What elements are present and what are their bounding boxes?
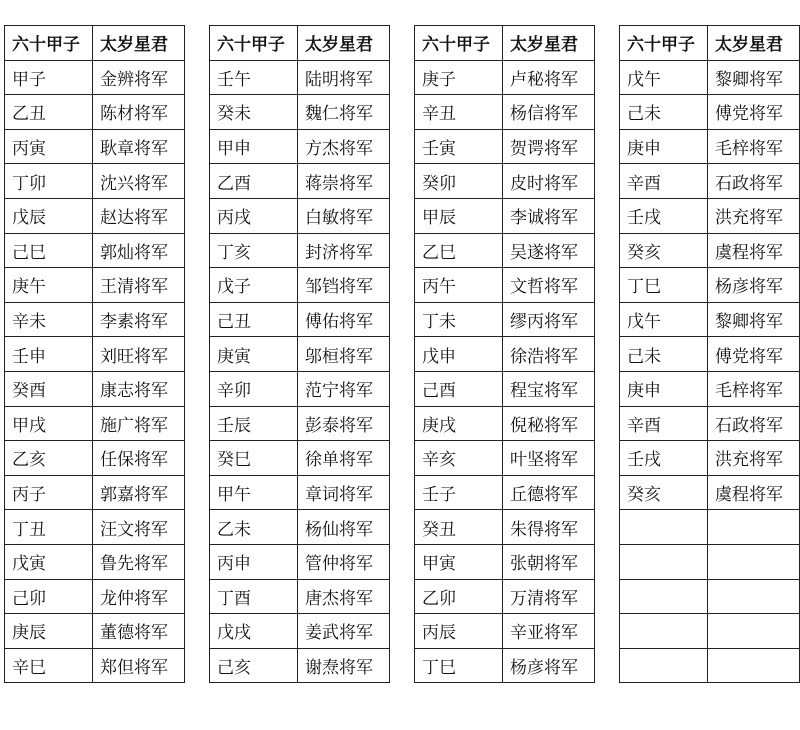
ganzhi-cell (620, 648, 708, 683)
general-cell: 洪充将军 (708, 441, 800, 476)
header-row (210, 26, 390, 61)
header-ganzhi: 六十甲子 (5, 26, 93, 61)
ganzhi-cell: 壬辰 (210, 406, 298, 441)
ganzhi-cell: 甲戌 (5, 406, 93, 441)
table-row (5, 60, 185, 95)
table-row (5, 475, 185, 510)
general-cell: 虞程将军 (708, 233, 800, 268)
general-cell: 石政将军 (708, 164, 800, 199)
table-row (620, 371, 800, 406)
ganzhi-cell: 壬子 (415, 475, 503, 510)
table-row (5, 302, 185, 337)
table-row (5, 441, 185, 476)
general-cell: 黎卿将军 (708, 60, 800, 95)
header-general: 太岁星君 (503, 26, 595, 61)
general-cell: 鲁先将军 (93, 544, 185, 579)
table-row (415, 614, 595, 649)
table-row (210, 198, 390, 233)
ganzhi-cell: 丙午 (415, 268, 503, 303)
table-row (210, 268, 390, 303)
general-cell: 傅佑将军 (298, 302, 390, 337)
ganzhi-cell: 壬戌 (620, 198, 708, 233)
table-row (210, 614, 390, 649)
table-row (415, 198, 595, 233)
ganzhi-cell: 辛酉 (620, 406, 708, 441)
general-cell: 傅党将军 (708, 95, 800, 130)
general-cell: 管仲将军 (298, 544, 390, 579)
general-cell: 白敏将军 (298, 198, 390, 233)
taisui-table-2 (209, 25, 390, 683)
general-cell: 唐杰将军 (298, 579, 390, 614)
header-ganzhi: 六十甲子 (415, 26, 503, 61)
header-general: 太岁星君 (708, 26, 800, 61)
table-row (210, 510, 390, 545)
ganzhi-cell: 乙酉 (210, 164, 298, 199)
table-row (620, 337, 800, 372)
ganzhi-cell: 庚午 (5, 268, 93, 303)
table-row (620, 406, 800, 441)
ganzhi-cell: 癸巳 (210, 441, 298, 476)
ganzhi-cell: 辛未 (5, 302, 93, 337)
table-row (620, 510, 800, 545)
table-row (5, 164, 185, 199)
ganzhi-cell: 戊寅 (5, 544, 93, 579)
table-row (620, 164, 800, 199)
table-row (415, 268, 595, 303)
table-row (415, 510, 595, 545)
general-cell: 毛梓将军 (708, 371, 800, 406)
general-cell: 黎卿将军 (708, 302, 800, 337)
table-row (415, 337, 595, 372)
table-row (210, 233, 390, 268)
general-cell: 徐浩将军 (503, 337, 595, 372)
general-cell: 杨彦将军 (503, 648, 595, 683)
general-cell: 谢焘将军 (298, 648, 390, 683)
ganzhi-cell: 甲午 (210, 475, 298, 510)
ganzhi-cell: 癸酉 (5, 371, 93, 406)
ganzhi-cell: 丙辰 (415, 614, 503, 649)
table-row (415, 371, 595, 406)
ganzhi-cell: 戊申 (415, 337, 503, 372)
general-cell: 郑但将军 (93, 648, 185, 683)
ganzhi-cell (620, 510, 708, 545)
ganzhi-cell: 戊午 (620, 302, 708, 337)
table-row (210, 60, 390, 95)
ganzhi-cell: 癸未 (210, 95, 298, 130)
general-cell: 朱得将军 (503, 510, 595, 545)
table-row (5, 579, 185, 614)
header-ganzhi: 六十甲子 (210, 26, 298, 61)
general-cell: 贺谔将军 (503, 129, 595, 164)
table-row (210, 579, 390, 614)
table-row (5, 129, 185, 164)
ganzhi-cell: 辛丑 (415, 95, 503, 130)
table-row (620, 129, 800, 164)
table-row (210, 164, 390, 199)
table-row (620, 302, 800, 337)
table-row (620, 614, 800, 649)
table-row (415, 302, 595, 337)
header-row (415, 26, 595, 61)
general-cell: 金辨将军 (93, 60, 185, 95)
ganzhi-cell: 丁未 (415, 302, 503, 337)
general-cell: 李素将军 (93, 302, 185, 337)
table-row (210, 406, 390, 441)
table-row (210, 302, 390, 337)
table-row (210, 129, 390, 164)
table-row (5, 614, 185, 649)
ganzhi-cell: 辛巳 (5, 648, 93, 683)
table-row (5, 95, 185, 130)
table-row (5, 544, 185, 579)
general-cell: 毛梓将军 (708, 129, 800, 164)
ganzhi-cell: 甲子 (5, 60, 93, 95)
general-cell: 傅党将军 (708, 337, 800, 372)
table-row (415, 406, 595, 441)
general-cell: 邬桓将军 (298, 337, 390, 372)
ganzhi-cell: 戊子 (210, 268, 298, 303)
ganzhi-cell: 丁巳 (620, 268, 708, 303)
general-cell: 皮时将军 (503, 164, 595, 199)
general-cell: 沈兴将军 (93, 164, 185, 199)
table-row (5, 406, 185, 441)
table-row (415, 579, 595, 614)
table-row (5, 233, 185, 268)
general-cell: 叶坚将军 (503, 441, 595, 476)
ganzhi-cell: 乙亥 (5, 441, 93, 476)
ganzhi-cell: 庚戌 (415, 406, 503, 441)
general-cell: 程宝将军 (503, 371, 595, 406)
general-cell: 范宁将军 (298, 371, 390, 406)
general-cell: 邹铛将军 (298, 268, 390, 303)
taisui-table-1 (4, 25, 185, 683)
ganzhi-cell: 丁卯 (5, 164, 93, 199)
taisui-table-4 (619, 25, 800, 683)
general-cell (708, 544, 800, 579)
table-row (210, 648, 390, 683)
general-cell: 蒋崇将军 (298, 164, 390, 199)
table-row (5, 648, 185, 683)
table-row (415, 233, 595, 268)
general-cell: 耿章将军 (93, 129, 185, 164)
ganzhi-cell: 丙子 (5, 475, 93, 510)
general-cell: 卢秘将军 (503, 60, 595, 95)
ganzhi-cell: 己未 (620, 95, 708, 130)
header-general: 太岁星君 (93, 26, 185, 61)
general-cell: 陆明将军 (298, 60, 390, 95)
ganzhi-cell: 己酉 (415, 371, 503, 406)
table-row (620, 648, 800, 683)
table-row (415, 441, 595, 476)
general-cell (708, 614, 800, 649)
ganzhi-cell: 丁酉 (210, 579, 298, 614)
ganzhi-cell: 丙戌 (210, 198, 298, 233)
general-cell: 魏仁将军 (298, 95, 390, 130)
general-cell: 倪秘将军 (503, 406, 595, 441)
ganzhi-cell: 辛卯 (210, 371, 298, 406)
table-row (210, 441, 390, 476)
table-row (620, 95, 800, 130)
ganzhi-cell: 丁巳 (415, 648, 503, 683)
general-cell: 封济将军 (298, 233, 390, 268)
ganzhi-cell (620, 544, 708, 579)
ganzhi-cell: 己卯 (5, 579, 93, 614)
general-cell: 文哲将军 (503, 268, 595, 303)
table-row (5, 268, 185, 303)
ganzhi-cell: 丙申 (210, 544, 298, 579)
ganzhi-cell: 辛亥 (415, 441, 503, 476)
header-row (5, 26, 185, 61)
table-row (415, 648, 595, 683)
general-cell: 康志将军 (93, 371, 185, 406)
ganzhi-cell: 丁丑 (5, 510, 93, 545)
general-cell: 虞程将军 (708, 475, 800, 510)
ganzhi-cell: 庚申 (620, 129, 708, 164)
header-row (620, 26, 800, 61)
ganzhi-cell: 己亥 (210, 648, 298, 683)
table-row (210, 95, 390, 130)
general-cell: 郭嘉将军 (93, 475, 185, 510)
general-cell: 万清将军 (503, 579, 595, 614)
ganzhi-cell: 己巳 (5, 233, 93, 268)
ganzhi-cell: 乙丑 (5, 95, 93, 130)
table-row (415, 475, 595, 510)
ganzhi-cell: 庚子 (415, 60, 503, 95)
general-cell (708, 648, 800, 683)
ganzhi-cell: 乙卯 (415, 579, 503, 614)
general-cell: 章词将军 (298, 475, 390, 510)
header-ganzhi: 六十甲子 (620, 26, 708, 61)
general-cell: 龙仲将军 (93, 579, 185, 614)
general-cell (708, 579, 800, 614)
ganzhi-cell: 己丑 (210, 302, 298, 337)
ganzhi-cell: 壬午 (210, 60, 298, 95)
table-row (210, 475, 390, 510)
ganzhi-cell: 乙未 (210, 510, 298, 545)
table-row (620, 268, 800, 303)
general-cell: 丘德将军 (503, 475, 595, 510)
table-row (415, 544, 595, 579)
table-row (210, 337, 390, 372)
table-row (415, 129, 595, 164)
header-general: 太岁星君 (298, 26, 390, 61)
general-cell: 郭灿将军 (93, 233, 185, 268)
general-cell: 赵达将军 (93, 198, 185, 233)
table-row (620, 60, 800, 95)
taisui-table-3 (414, 25, 595, 683)
general-cell: 汪文将军 (93, 510, 185, 545)
general-cell: 吴遂将军 (503, 233, 595, 268)
ganzhi-cell: 癸卯 (415, 164, 503, 199)
general-cell: 陈材将军 (93, 95, 185, 130)
ganzhi-cell: 戊戌 (210, 614, 298, 649)
ganzhi-cell: 戊午 (620, 60, 708, 95)
table-row (620, 475, 800, 510)
ganzhi-cell: 己未 (620, 337, 708, 372)
general-cell (708, 510, 800, 545)
ganzhi-cell: 庚申 (620, 371, 708, 406)
taisui-table-grid (4, 25, 800, 683)
general-cell: 杨信将军 (503, 95, 595, 130)
ganzhi-cell: 丙寅 (5, 129, 93, 164)
table-row (5, 337, 185, 372)
ganzhi-cell: 乙巳 (415, 233, 503, 268)
general-cell: 施广将军 (93, 406, 185, 441)
general-cell: 杨仙将军 (298, 510, 390, 545)
ganzhi-cell: 癸丑 (415, 510, 503, 545)
general-cell: 任保将军 (93, 441, 185, 476)
ganzhi-cell: 癸亥 (620, 233, 708, 268)
general-cell: 缪丙将军 (503, 302, 595, 337)
general-cell: 姜武将军 (298, 614, 390, 649)
ganzhi-cell: 甲申 (210, 129, 298, 164)
general-cell: 石政将军 (708, 406, 800, 441)
general-cell: 刘旺将军 (93, 337, 185, 372)
ganzhi-cell: 甲寅 (415, 544, 503, 579)
ganzhi-cell: 癸亥 (620, 475, 708, 510)
table-row (5, 198, 185, 233)
table-row (620, 579, 800, 614)
table-row (5, 510, 185, 545)
ganzhi-cell: 壬寅 (415, 129, 503, 164)
table-row (620, 233, 800, 268)
table-row (415, 60, 595, 95)
general-cell: 董德将军 (93, 614, 185, 649)
table-row (620, 198, 800, 233)
table-row (620, 544, 800, 579)
ganzhi-cell: 庚寅 (210, 337, 298, 372)
general-cell: 杨彦将军 (708, 268, 800, 303)
table-row (415, 164, 595, 199)
general-cell: 李诚将军 (503, 198, 595, 233)
table-row (210, 544, 390, 579)
ganzhi-cell: 辛酉 (620, 164, 708, 199)
general-cell: 辛亚将军 (503, 614, 595, 649)
ganzhi-cell: 壬申 (5, 337, 93, 372)
ganzhi-cell: 丁亥 (210, 233, 298, 268)
table-row (5, 371, 185, 406)
ganzhi-cell: 甲辰 (415, 198, 503, 233)
general-cell: 张朝将军 (503, 544, 595, 579)
general-cell: 洪充将军 (708, 198, 800, 233)
ganzhi-cell (620, 579, 708, 614)
general-cell: 方杰将军 (298, 129, 390, 164)
ganzhi-cell (620, 614, 708, 649)
ganzhi-cell: 庚辰 (5, 614, 93, 649)
table-row (620, 441, 800, 476)
table-row (210, 371, 390, 406)
general-cell: 王清将军 (93, 268, 185, 303)
ganzhi-cell: 壬戌 (620, 441, 708, 476)
table-row (415, 95, 595, 130)
ganzhi-cell: 戊辰 (5, 198, 93, 233)
general-cell: 徐单将军 (298, 441, 390, 476)
general-cell: 彭泰将军 (298, 406, 390, 441)
